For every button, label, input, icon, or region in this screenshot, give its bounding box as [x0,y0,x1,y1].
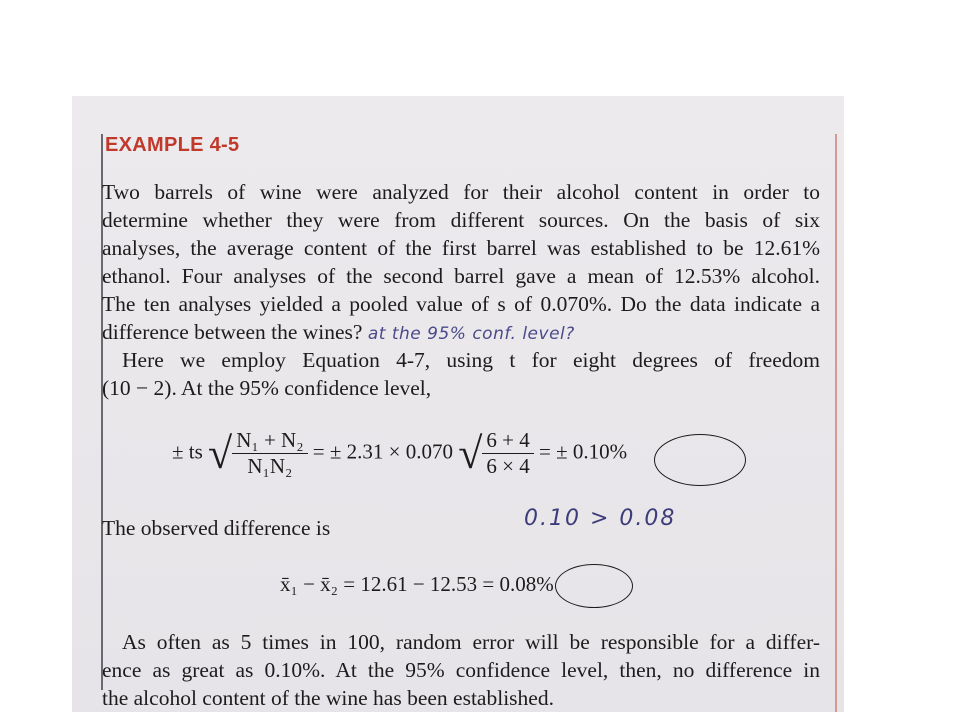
observed-text: The observed difference is [102,516,331,540]
solution-line: (10 − 2). At the 95% confidence level, [102,376,432,400]
hand-drawn-circle-2 [555,564,633,608]
scanned-textbook-page [72,96,844,712]
eq1-result: = ± 0.10% [539,439,628,464]
problem-line-last [102,318,820,348]
right-margin-rule [835,134,837,712]
handwritten-note: at the 95% conf. level? [367,324,575,344]
radical-2-fraction [482,428,533,479]
hand-drawn-circle-1 [654,434,746,486]
problem-line: ethanol. Four analyses of the second barrel gave a mean of 12.53% alcohol. [102,264,820,288]
radical-1-fraction [232,428,307,479]
conclusion-paragraph [102,628,820,712]
eq1-middle: = ± 2.31 × 0.070 [312,439,453,464]
eq2-lhs: x̄₁ − x̄₂ = 12.61 − 12.53 = [280,572,495,596]
problem-paragraph [102,178,820,348]
conclusion-line: the alcohol content of the wine has been established. [102,686,554,710]
radical-1-icon: √ [208,429,233,478]
rad2-denominator: 6 × 4 [486,454,530,478]
problem-line: determine whether they were from different sources. On the basis of six [102,208,820,232]
solution-line: Here we employ Equation 4-7, using t for eight degrees of freedom [122,348,820,372]
rad2-numerator: 6 + 4 [482,428,533,454]
problem-line: analyses, the average content of the first barrel was established to be 12.61% [102,236,820,260]
radical-2-icon: √ [458,429,483,478]
equation-1 [172,428,627,479]
problem-line: Two barrels of wine were analyzed for their alcohol content in order to [102,180,820,204]
solution-paragraph [102,346,820,402]
observed-line [102,514,820,542]
conclusion-line: As often as 5 times in 100, random error will be responsible for a differ- [122,630,820,654]
eq1-prefix: ± ts [172,439,203,464]
conclusion-line: ence as great as 0.10%. At the 95% confidence level, then, no difference in [102,658,820,682]
eq2-result: 0.08% [499,572,554,596]
problem-line: difference between the wines? [102,320,363,344]
equation-2 [280,572,554,597]
problem-line: The ten analyses yielded a pooled value of s of 0.070%. Do the data indicate a [102,292,820,316]
handwritten-inequality: 0.10 > 0.08 [524,506,677,531]
rad1-denominator: N₁N₂ [247,454,293,478]
rad1-numerator: N₁ + N₂ [232,428,307,454]
example-heading: EXAMPLE 4-5 [105,134,240,156]
